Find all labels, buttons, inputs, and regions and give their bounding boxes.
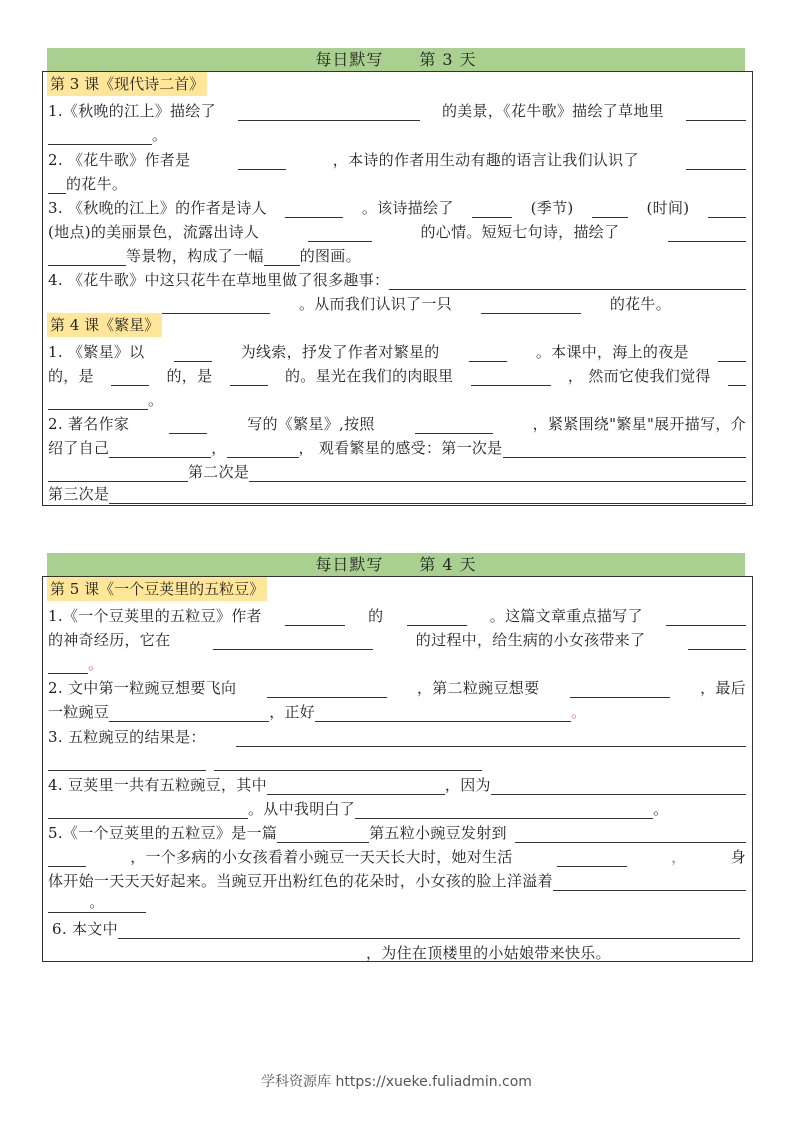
lesson3-q1-line2: 。: [48, 125, 746, 145]
lesson4-title: 第 4 课《繁星》: [47, 313, 162, 337]
lesson5-q2-line2: 一粒豌豆 ，正好 。: [48, 703, 587, 721]
lesson5-q5-line3: 体开始一天天天好起来。当豌豆开出粉红色的花朵时，小女孩的脸上洋溢着: [48, 871, 746, 891]
blank[interactable]: [48, 392, 148, 410]
blank[interactable]: [109, 486, 746, 504]
blank[interactable]: [48, 296, 270, 314]
blank[interactable]: [481, 296, 581, 314]
lesson5-q1-line1: 1.《一个豆荚里的五粒豆》作者 的 。这篇文章重点描写了: [48, 606, 746, 626]
page-footer: 学科资源库 https://xueke.fuliadmin.com: [261, 1074, 532, 1090]
blank[interactable]: [169, 416, 207, 434]
blank[interactable]: [267, 777, 445, 795]
blank[interactable]: [48, 801, 248, 819]
lesson5-q5-line2: ，一个多病的小女孩看着小豌豆一天天长大时，她对生活 ， 身: [48, 847, 746, 867]
lesson4-q2-line1: 2. 著名作家 写的《繁星》,按照 ，紧紧围绕"繁星"展开描写，介: [48, 415, 746, 433]
day3-header-label: 每日默写: [315, 50, 384, 69]
blank[interactable]: [407, 608, 467, 626]
blank[interactable]: [214, 753, 482, 771]
blank[interactable]: [503, 440, 747, 458]
blank[interactable]: [48, 464, 188, 482]
blank[interactable]: [48, 656, 88, 674]
lesson5-q6-line1: 6. 本文中: [48, 919, 746, 939]
blank[interactable]: [48, 127, 152, 145]
lesson4-q2-line3: 第二次是: [48, 462, 746, 482]
blank[interactable]: [592, 200, 628, 218]
blank[interactable]: [213, 632, 373, 650]
lesson4-q1-line2: 的，是 的，是 的。星光在我们的肉眼里 ， 然而它使我们觉得: [48, 366, 746, 386]
blank[interactable]: [230, 368, 268, 386]
blank[interactable]: [469, 344, 507, 362]
blank[interactable]: [708, 200, 746, 218]
lesson3-title: 第 3 课《现代诗二首》: [47, 72, 207, 96]
lesson5-q3-line2: [48, 751, 746, 771]
blank[interactable]: [48, 753, 206, 771]
lesson3-q2-line1: 2. 《花牛歌》作者是 ，本诗的作者用生动有趣的语言让我们认识了: [48, 150, 746, 170]
blank[interactable]: [285, 608, 345, 626]
lesson3-q4-line1: 4. 《花牛歌》中这只花牛在草地里做了很多趣事：: [48, 270, 746, 290]
lesson5-q5-line1: 5.《一个豆荚里的五粒豆》是一篇 第五粒小豌豆发射到: [48, 823, 746, 843]
blank[interactable]: [315, 704, 571, 722]
blank[interactable]: [570, 680, 670, 698]
blank[interactable]: [264, 248, 300, 266]
blank[interactable]: [728, 368, 746, 386]
blank[interactable]: [515, 825, 746, 843]
blank[interactable]: [111, 368, 149, 386]
blank[interactable]: [109, 440, 211, 458]
lesson3-q3-line2: (地点)的美丽景色，流露出诗人 的心情。短短七句诗，描绘了: [48, 222, 746, 242]
blank[interactable]: [238, 152, 286, 170]
lesson5-q4-line2: 。从中我明白了 。: [48, 799, 746, 819]
lesson3-q1-line1: 1.《秋晚的江上》描绘了 的美景，《花牛歌》描绘了草地里: [48, 101, 746, 121]
lesson4-q1-line3: 。: [48, 390, 746, 410]
blank[interactable]: [48, 176, 66, 194]
blank[interactable]: [48, 849, 86, 867]
blank[interactable]: [355, 801, 653, 819]
day4-header-day: 第 4 天: [419, 555, 477, 574]
blank[interactable]: 。: [48, 895, 146, 913]
lesson4-q1-line1: 1. 《繁星》以 为线索，抒发了作者对繁星的 。本课中，海上的夜是: [48, 342, 746, 362]
blank[interactable]: [389, 272, 746, 290]
lesson4-q2-line2: 绍了自己 ， ， 观看繁星的感受：第一次是: [48, 438, 746, 458]
blank[interactable]: [666, 608, 746, 626]
blank[interactable]: [109, 704, 269, 722]
lesson5-q6-line2: ，为住在顶楼里的小姑娘带来快乐。: [366, 944, 611, 962]
lesson3-q4-line2: 。从而我们认识了一只 的花牛。: [48, 294, 746, 314]
blank[interactable]: [267, 680, 387, 698]
lesson5-q4-line1: 4. 豆荚里一共有五粒豌豆，其中 ，因为: [48, 775, 746, 795]
blank[interactable]: [174, 344, 212, 362]
lesson5-q3-line1: 3. 五粒豌豆的结果是：: [48, 727, 746, 747]
lesson3-q3-line1: 3. 《秋晚的江上》的作者是诗人 。该诗描绘了 (季节) (时间): [48, 198, 746, 218]
blank[interactable]: [227, 440, 299, 458]
blank[interactable]: [686, 103, 746, 121]
blank[interactable]: [249, 464, 746, 482]
blank[interactable]: [308, 224, 372, 242]
blank[interactable]: [557, 849, 627, 867]
day3-header: [47, 48, 745, 71]
lesson5-q1-line3: 。: [48, 654, 746, 674]
blank[interactable]: [491, 777, 746, 795]
day4-header-label: 每日默写: [315, 555, 384, 574]
lesson5-q1-line2: 的神奇经历，它在 的过程中，给生病的小女孩带来了: [48, 630, 746, 650]
lesson5-title: 第 5 课《一个豆荚里的五粒豆》: [47, 577, 267, 601]
blank[interactable]: [471, 368, 551, 386]
blank[interactable]: [118, 921, 740, 939]
lesson5-q5-line4: [48, 893, 746, 913]
blank[interactable]: [48, 248, 126, 266]
blank[interactable]: [236, 729, 746, 747]
blank[interactable]: [718, 344, 746, 362]
lesson5-q2-line1: 2. 文中第一粒豌豆想要飞向 ，第二粒豌豆想要 ，最后: [48, 679, 746, 697]
day3-header-day: 第 3 天: [419, 50, 477, 69]
lesson4-q2-line4: 第三次是: [48, 484, 746, 504]
blank[interactable]: [553, 873, 746, 891]
blank[interactable]: [238, 103, 420, 121]
day4-header: [47, 553, 745, 576]
blank[interactable]: [688, 632, 746, 650]
blank[interactable]: [686, 152, 746, 170]
blank[interactable]: [415, 416, 493, 434]
blank[interactable]: [285, 200, 343, 218]
blank[interactable]: [277, 825, 369, 843]
blank[interactable]: [668, 224, 746, 242]
blank[interactable]: [472, 200, 512, 218]
lesson3-q3-line3: 等景物，构成了一幅 的图画。: [48, 246, 746, 266]
lesson3-q2-line2: 的花牛。: [48, 174, 746, 194]
